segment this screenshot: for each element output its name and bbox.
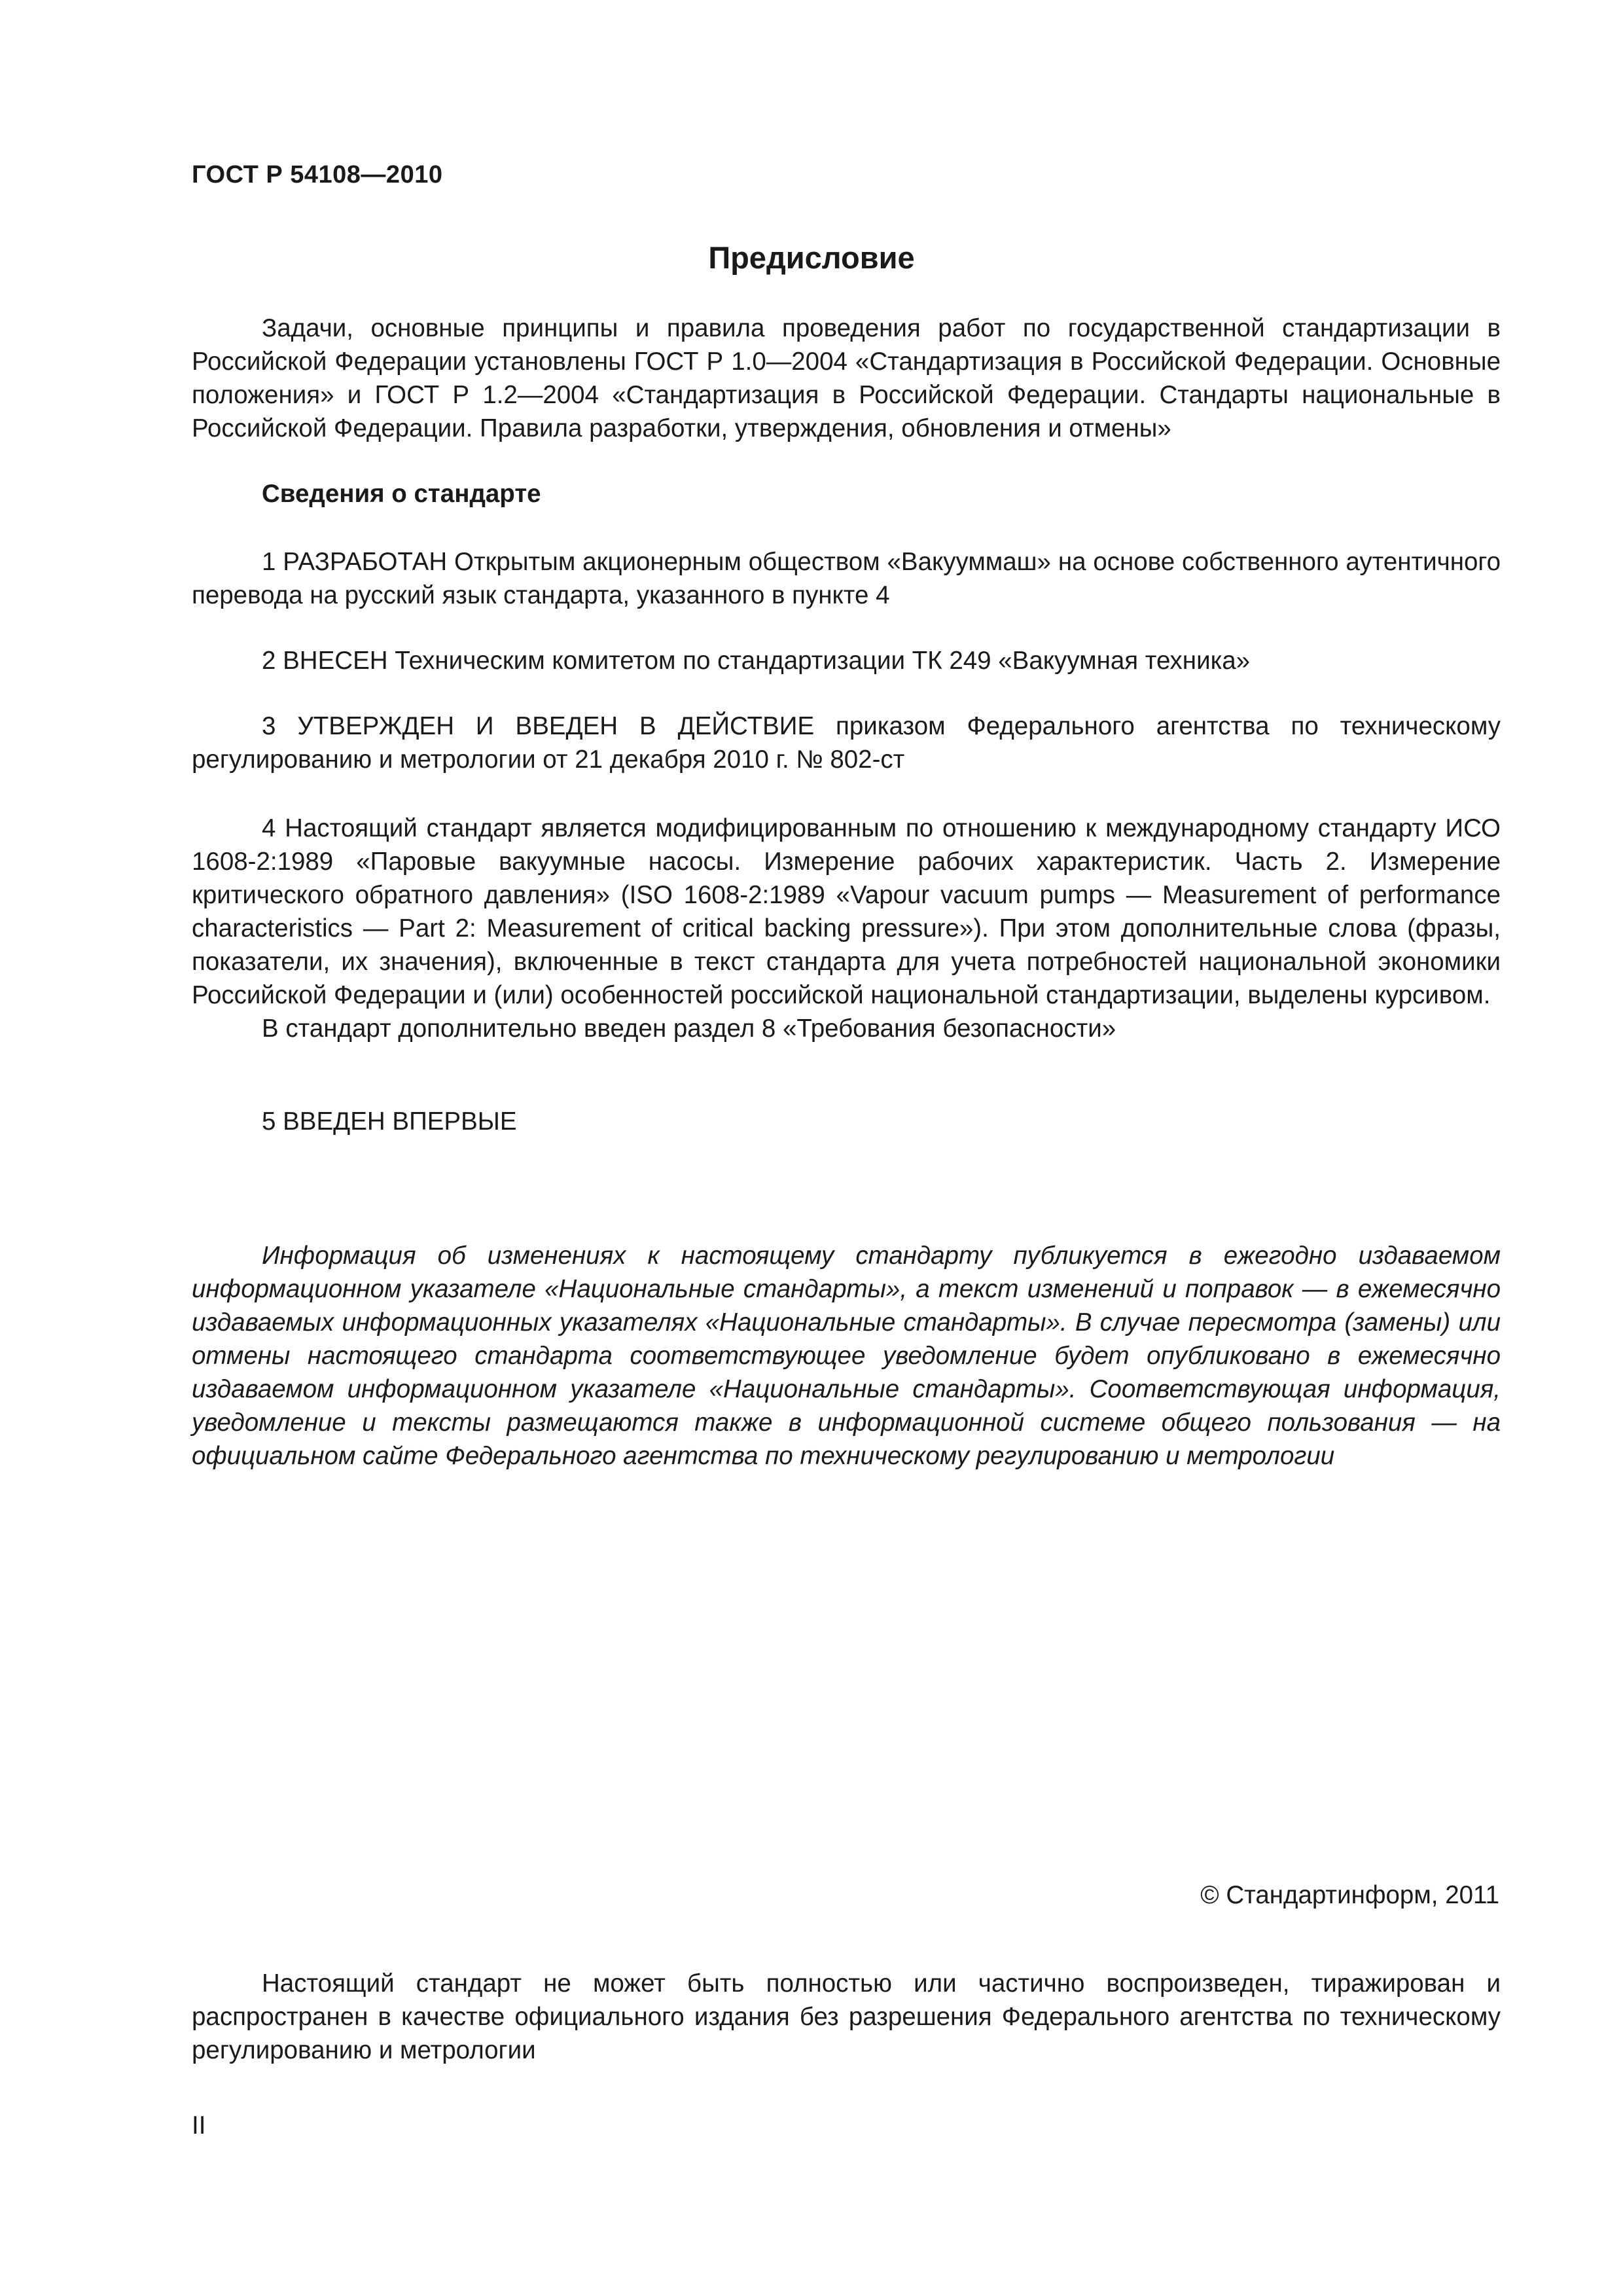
item-1-text: 1 РАЗРАБОТАН Открытым акционерным обществом «Вакууммаш» на основе собственного аутентичного перевода на русский язык стандарта, указанного в пункте 4 [192,548,1501,609]
copyright-line: © Стандартинформ, 2011 [1200,1881,1499,1909]
page-number: II [192,2111,206,2140]
item-4-extra: В стандарт дополнительно введен раздел 8 «Требования безопасности» [262,1014,1116,1043]
reproduction-notice [192,1967,1501,2067]
page-title: Предисловие [708,240,915,275]
item-4-main: 4 Настоящий стандарт является модифицированным по отношению к международному стандарту ИСО 1608-2:1989 «Паровые вакуумные насосы. Измерение рабочих характеристик. Часть 2. Измерение критического обратного давления» (ISO 1608-2:1989 «Vapour vacuum pumps — Measurement of performance characteristics — Part 2: Measurement of critical backing pressure»). При этом дополнительные слова (фразы, показатели, их значения), включенные в текст стандарта для учета потребностей национальной экономики Российской Федерации и (или) особенностей российской национальной стандартизации, выделены [192,814,1501,1009]
intro-paragraph [192,312,1501,445]
intro-text: Задачи, основные принципы и правила проведения работ по государственной стандартизации в Российской Федерации установлены ГОСТ Р 1.0—2004 «Стандартизация в Российской Федерации. Основные положения» и ГОСТ Р 1.2—2004 «Стандартизация в Российской Федерации. Стандарты национальные в Российской Федерации. Правила разработки, утверждения, обновления и отмены» [192,314,1501,442]
item-4-italic: курсивом [1374,981,1484,1009]
item-2 [192,644,1501,677]
item-3-text: 3 УТВЕРЖДЕН И ВВЕДЕН В ДЕЙСТВИЕ приказом Федерального агентства по техническому регулированию и метрологии от 21 декабря 2010 г. № 802-ст [192,712,1501,774]
item-4-end: . [1483,981,1491,1009]
item-3 [192,709,1501,776]
item-4 [192,812,1501,1045]
section-heading: Сведения о стандарте [262,480,541,508]
item-4-text [192,812,1501,1012]
item-5 [192,1105,1501,1138]
item-1 [192,545,1501,612]
info-notice [192,1239,1501,1473]
item-2-text: 2 ВНЕСЕН Техническим комитетом по стандартизации ТК 249 «Вакуумная техника» [262,647,1251,675]
info-notice-text: Информация об изменениях к настоящему стандарту публикуется в ежегодно издаваемом информационном указателе «Национальные стандарты», а текст изменений и поправок — в ежемесячно издаваемых информационных указателях «Национальные стандарты». В случае пересмотра (замены) или отмены настоящего стандарта соответствующее уведомление будет опубликовано в ежемесячно издаваемом информационном указателе «Национальные стандарты». Соответствующая информация, уведомление и тексты размещаются также в информационной системе общего пользования — на официальном сайте Федерального агентства по техническому регулированию и метрологии [192,1242,1501,1470]
standard-code: ГОСТ Р 54108—2010 [192,161,443,188]
reproduction-notice-text: Настоящий стандарт не может быть полностью или частично воспроизведен, тиражирован и распространен в качестве официального издания без разрешения Федерального агентства по техническому регулированию и метрологии [192,1969,1501,2064]
item-5-text: 5 ВВЕДЕН ВПЕРВЫЕ [262,1107,517,1136]
